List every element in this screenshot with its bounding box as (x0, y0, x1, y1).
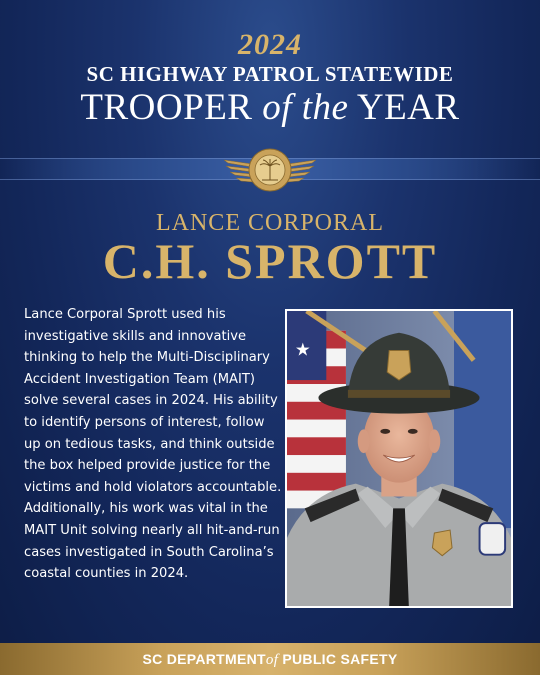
citation-line: up on tedious tasks, and think outside (24, 436, 275, 452)
footer-sc: SC (142, 651, 167, 667)
footer-public-safety: PUBLIC SAFETY (278, 651, 398, 667)
citation-line: thinking to help the Multi-Disciplinary (24, 350, 270, 366)
highway-patrol-badge-icon (222, 142, 318, 196)
citation-line: victims and hold violators accountable. (24, 479, 282, 495)
header (0, 0, 540, 150)
citation-line: the box helped provide justice for the (24, 458, 271, 474)
honoree-rank: LANCE CORPORAL (155, 210, 385, 236)
citation-line: coastal counties in 2024. (24, 566, 189, 582)
citation-text (24, 304, 282, 585)
citation-line: Lance Corporal Sprott used his (24, 307, 226, 322)
title-year: YEAR (348, 87, 460, 128)
title-of-the: of the (262, 87, 349, 128)
year-title: 2024 (238, 28, 302, 61)
department-name (0, 651, 540, 669)
title-trooper: TROOPER (80, 87, 263, 128)
citation-line: cases investigated in South Carolina’s (24, 544, 274, 560)
citation-line: Additionally, his work was vital in the (24, 501, 268, 517)
footer-department: DEPARTMENT (166, 651, 266, 667)
footer-of: of (265, 652, 279, 668)
statewide-title: SC HIGHWAY PATROL STATEWIDE (86, 62, 454, 86)
citation-line: to identify persons of interest, follow (24, 414, 265, 430)
citation-line: solve several cases in 2024. His ability (24, 393, 278, 409)
footer-bar (0, 643, 540, 675)
trooper-of-the-year-title (0, 86, 540, 129)
honoree-name: C.H. SPROTT (102, 233, 438, 289)
citation-line: MAIT Unit solving nearly all hit-and-run (24, 522, 280, 538)
citation-line: investigative skills and innovative (24, 328, 247, 344)
citation-line: Accident Investigation Team (MAIT) (24, 371, 255, 387)
trooper-portrait-photo (285, 309, 513, 608)
svg-text:★: ★ (294, 340, 311, 361)
